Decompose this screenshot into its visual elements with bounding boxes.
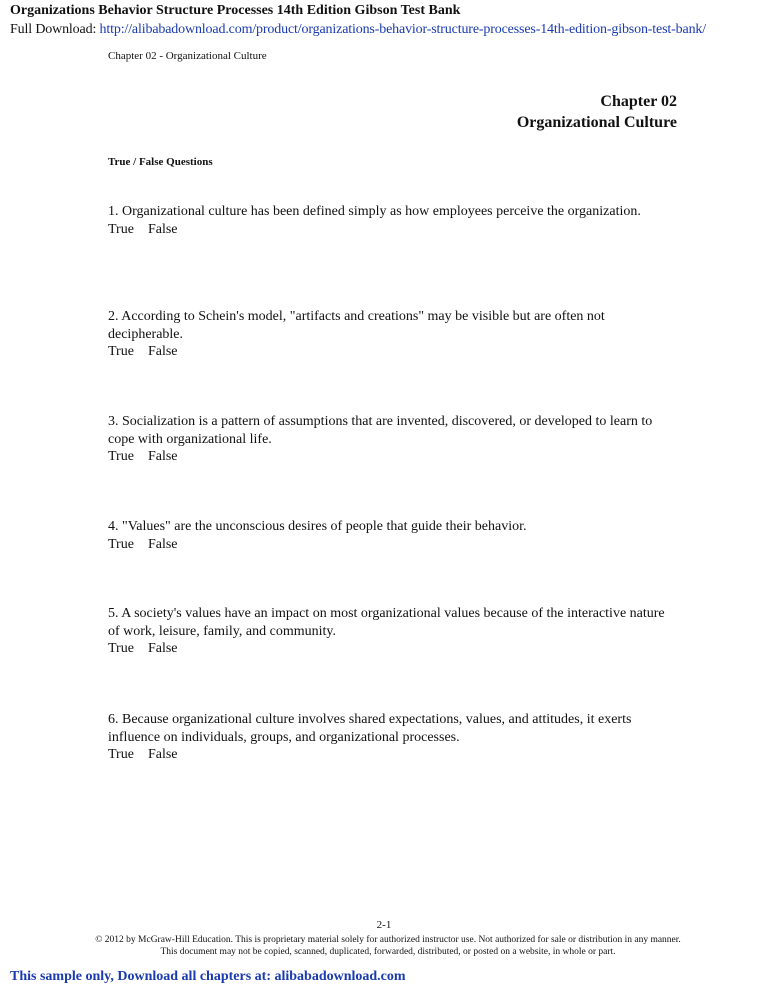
banner-title: Organizations Behavior Structure Processes 14th Edition Gibson Test Bank: [10, 3, 461, 18]
question-item: [108, 711, 668, 764]
answer-choices: [108, 343, 668, 361]
chapter-title: Organizational Culture: [516, 114, 677, 131]
footer-download-banner[interactable]: This sample only, Download all chapters at: alibabadownload.com: [10, 969, 406, 984]
choice-true: True: [108, 449, 134, 464]
choice-true: True: [108, 221, 134, 237]
question-item: [108, 203, 668, 238]
question-item: [108, 605, 668, 658]
choice-false: False: [147, 344, 178, 359]
section-label: True / False Questions: [108, 156, 213, 168]
question-text: 2. According to Schein's model, "artifacts and creations" may be visible but are often not decipherable.: [108, 309, 605, 342]
choice-true: True: [108, 747, 134, 762]
question-item: [108, 308, 668, 361]
page-number: 2-1: [376, 919, 392, 931]
answer-choices: [108, 746, 668, 764]
copyright-notice: © 2012 by McGraw-Hill Education. This is proprietary material solely for authorized instructor use. Not authorized for sale or distribution in any manner. This document may not be copied, scanned, duplicated, forwarded, distributed, or posted on a website, in whole or part.: [95, 935, 681, 957]
question-text: 6. Because organizational culture involves shared expectations, values, and attitudes, it exerts influence on individuals, groups, and organizational processes.: [108, 712, 632, 745]
choice-false: False: [147, 221, 178, 237]
answer-choices: [108, 536, 668, 554]
question-text: 3. Socialization is a pattern of assumptions that are invented, discovered, or developed to learn to cope with organizational life.: [108, 414, 653, 447]
answer-choices: [108, 221, 668, 239]
question-item: [108, 518, 668, 553]
chapter-number: Chapter 02: [600, 93, 677, 110]
choice-true: True: [108, 536, 134, 552]
choice-false: False: [147, 641, 178, 656]
choice-true: True: [108, 641, 134, 656]
choice-false: False: [147, 536, 178, 552]
question-text: 4. "Values" are the unconscious desires of people that guide their behavior.: [108, 519, 527, 534]
choice-false: False: [147, 747, 178, 762]
full-download-label: Full Download:: [10, 22, 100, 37]
answer-choices: [108, 448, 668, 466]
chapter-heading: [517, 91, 677, 133]
answer-choices: [108, 640, 668, 658]
full-download-line: [10, 22, 706, 38]
question-text: 5. A society's values have an impact on most organizational values because of the interactive nature of work, leisure, family, and community.: [108, 606, 665, 639]
choice-false: False: [147, 449, 178, 464]
choice-true: True: [108, 344, 134, 359]
full-download-link[interactable]: http://alibabadownload.com/product/organizations-behavior-structure-processes-14th-edition-gibson-test-bank/: [99, 22, 707, 37]
running-header: Chapter 02 - Organizational Culture: [108, 50, 267, 62]
question-item: [108, 413, 668, 466]
question-text: 1. Organizational culture has been defined simply as how employees perceive the organization.: [108, 204, 641, 219]
